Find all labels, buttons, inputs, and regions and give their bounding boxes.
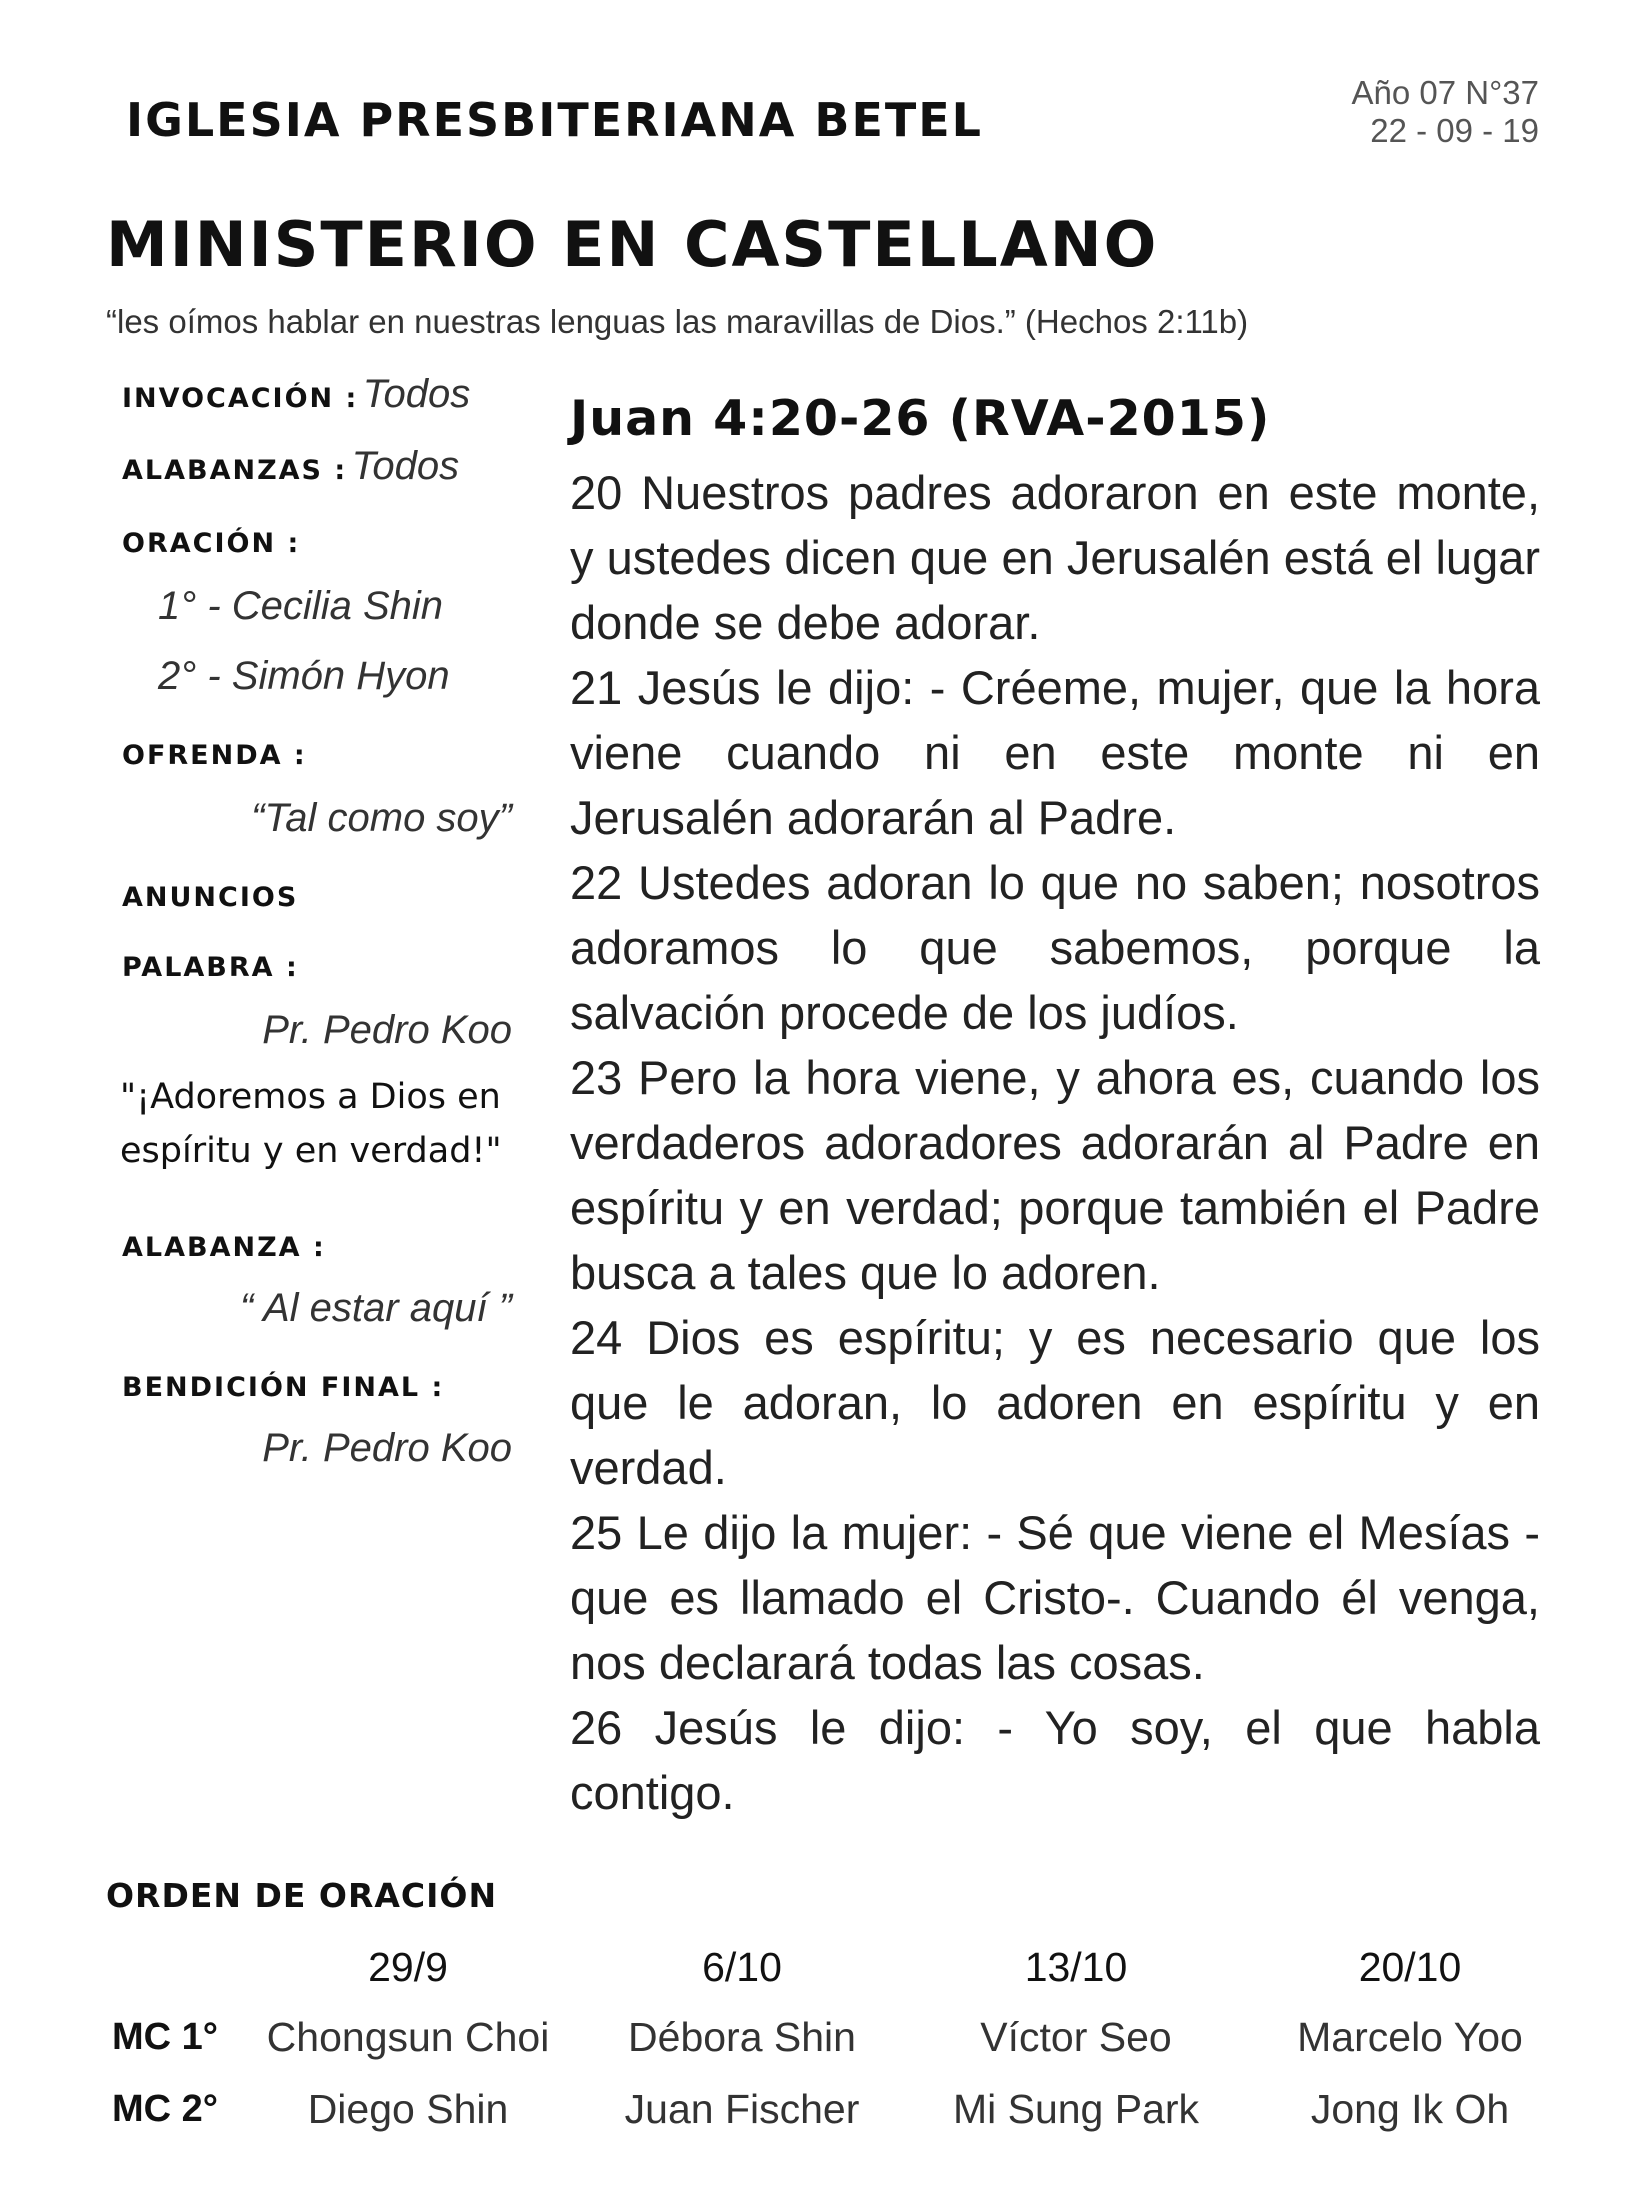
- palabra-value: Pr. Pedro Koo: [262, 1008, 512, 1052]
- issue-info: [1352, 74, 1540, 150]
- invocacion-label: INVOCACIÓN :: [122, 383, 359, 414]
- church-name: IGLESIA PRESBITERIANA BETEL: [126, 93, 983, 147]
- alabanzas-row: [122, 444, 459, 489]
- oracion-label: ORACIÓN :: [122, 528, 301, 559]
- passage-title: Juan 4:20-26 (RVA-2015): [570, 390, 1271, 447]
- sermon-title: "¡Adoremos a Dios en espíritu y en verdad!": [120, 1077, 502, 1171]
- date-header: 6/10: [702, 1944, 782, 1990]
- date-header: 29/9: [368, 1944, 448, 1990]
- alabanzas-value: Todos: [351, 444, 460, 488]
- table-cell: Jong Ik Oh: [1310, 2086, 1510, 2132]
- row-label-mc2: MC 2°: [112, 2088, 218, 2130]
- verse-20: 20 Nuestros padres adoraron en este monte, y ustedes dicen que en Jerusalén está el lugar donde se debe adorar.: [570, 466, 1540, 649]
- verse-24: 24 Dios es espíritu; y es necesario que los que le adoran, lo adoren en espíritu y en verdad.: [570, 1311, 1540, 1494]
- row-label-mc1: MC 1°: [112, 2016, 218, 2058]
- table-cell: Chongsun Choi: [266, 2014, 550, 2060]
- anuncios-label: ANUNCIOS: [122, 882, 299, 913]
- invocacion-row: [122, 372, 470, 417]
- verse-22: 22 Ustedes adoran lo que no saben; nosotros adoramos lo que sabemos, porque la salvación procede de los judíos.: [570, 856, 1540, 1039]
- table-cell: Débora Shin: [628, 2014, 856, 2060]
- issue-date: 22 - 09 - 19: [1370, 112, 1539, 149]
- verse-25: 25 Le dijo la mujer: - Sé que viene el Mesías - que es llamado el Cristo-. Cuando él venga, nos declarará todas las cosas.: [570, 1506, 1540, 1689]
- alabanzas-label: ALABANZAS :: [122, 455, 348, 486]
- bendicion-value: Pr. Pedro Koo: [262, 1426, 512, 1470]
- verse-23: 23 Pero la hora viene, y ahora es, cuando los verdaderos adoradores adorarán al Padre en espíritu y en verdad; porque también el Padre busca a tales que lo adoren.: [570, 1051, 1540, 1299]
- table-cell: Diego Shin: [307, 2086, 509, 2132]
- verse-26: 26 Jesús le dijo: - Yo soy, el que habla contigo.: [570, 1701, 1540, 1819]
- date-header: 20/10: [1358, 1944, 1462, 1990]
- alabanza-label: ALABANZA :: [122, 1232, 326, 1263]
- issue-number: Año 07 N°37: [1351, 74, 1539, 111]
- ofrenda-value: “Tal como soy”: [251, 796, 512, 840]
- prayer-order-title: ORDEN DE ORACIÓN: [106, 1876, 498, 1915]
- bendicion-label: BENDICIÓN FINAL :: [122, 1372, 445, 1403]
- date-header: 13/10: [1024, 1944, 1128, 1990]
- oracion-second: 2° - Simón Hyon: [158, 654, 450, 698]
- table-cell: Marcelo Yoo: [1297, 2014, 1523, 2060]
- table-cell: Víctor Seo: [980, 2014, 1172, 2060]
- table-cell: Mi Sung Park: [952, 2086, 1200, 2132]
- passage-text: [570, 460, 1540, 1825]
- ministry-title: MINISTERIO EN CASTELLANO: [106, 208, 1159, 281]
- table-cell: Juan Fischer: [624, 2086, 860, 2132]
- verse-21: 21 Jesús le dijo: - Créeme, mujer, que la hora viene cuando ni en este monte ni en Jerusalén adorarán al Padre.: [570, 661, 1540, 844]
- invocacion-value: Todos: [362, 372, 471, 416]
- motto-verse: “les oímos hablar en nuestras lenguas las maravillas de Dios.” (Hechos 2:11b): [106, 303, 1249, 340]
- oracion-first: 1° - Cecilia Shin: [158, 584, 443, 628]
- alabanza-value: “ Al estar aquí ”: [240, 1286, 512, 1330]
- palabra-label: PALABRA :: [122, 952, 299, 983]
- ofrenda-label: OFRENDA :: [122, 740, 307, 771]
